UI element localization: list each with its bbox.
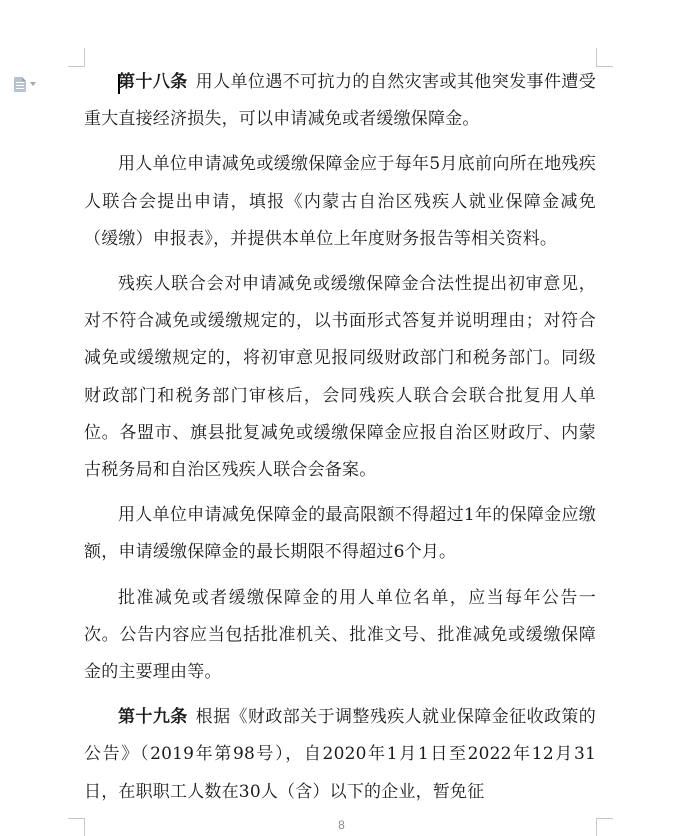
page-number: 8 — [338, 818, 345, 832]
document-sheet-icon — [14, 77, 26, 92]
article-label: 第十九条 — [118, 707, 188, 728]
paragraph-text: 用人单位申请减免或缓缴保障金应于每年5月底前向所在地残疾人联合会提出申请，填报《内蒙古自治区残疾人就业保障金减免（缓缴）申报表》，并提供本单位上年度财务报告等相关资料。 — [84, 154, 596, 249]
paragraph[interactable] — [84, 497, 596, 571]
paragraph[interactable] — [84, 146, 596, 258]
document-map-icon[interactable] — [14, 74, 54, 94]
chevron-down-icon — [30, 82, 36, 86]
article-label: 第十八条 — [118, 72, 188, 92]
paragraph-text: 批准减免或者缓缴保障金的用人单位名单，应当每年公告一次。公告内容应当包括批准机关、批准文号、批准减免或缓缴保障金的主要理由等。 — [84, 587, 596, 683]
crop-mark-top-right — [596, 48, 613, 67]
paragraph-text: 用人单位遇不可抗力的自然灾害或其他突发事件遭受重大直接经济损失，可以申请减免或者缓缴保障金。 — [84, 72, 596, 130]
paragraph-text: 残疾人联合会对申请减免或缓缴保障金合法性提出初审意见，对不符合减免或缓缴规定的，以书面形式答复并说明理由；对符合减免或缓缴规定的，将初审意见报同级财政部门和税务部门。同级财政部门和税务部门审核后，会同残疾人联合会联合批复用人单位。各盟市、旗县批复减免或缓缴保障金应报自治区财政厅、内蒙古税务局和自治区残疾人联合会备案。 — [84, 274, 596, 481]
document-body[interactable] — [84, 64, 596, 819]
paragraph-text: 用人单位申请减免保障金的最高限额不得超过1年的保障金应缴额，申请缓缴保障金的最长期限不得超过6个月。 — [84, 505, 596, 563]
paragraph-article-19[interactable] — [84, 699, 596, 811]
paragraph-article-18[interactable] — [84, 64, 596, 138]
paragraph[interactable] — [84, 266, 596, 489]
paragraph[interactable] — [84, 580, 596, 692]
paragraph-text: 根据《财政部关于调整残疾人就业保障金征收政策的公告》（2019年第98号），自2020年1月1日至2022年12月31日，在职职工人数在30人（含）以下的企业，暂免征 — [84, 707, 596, 802]
crop-mark-top-left — [68, 48, 85, 67]
